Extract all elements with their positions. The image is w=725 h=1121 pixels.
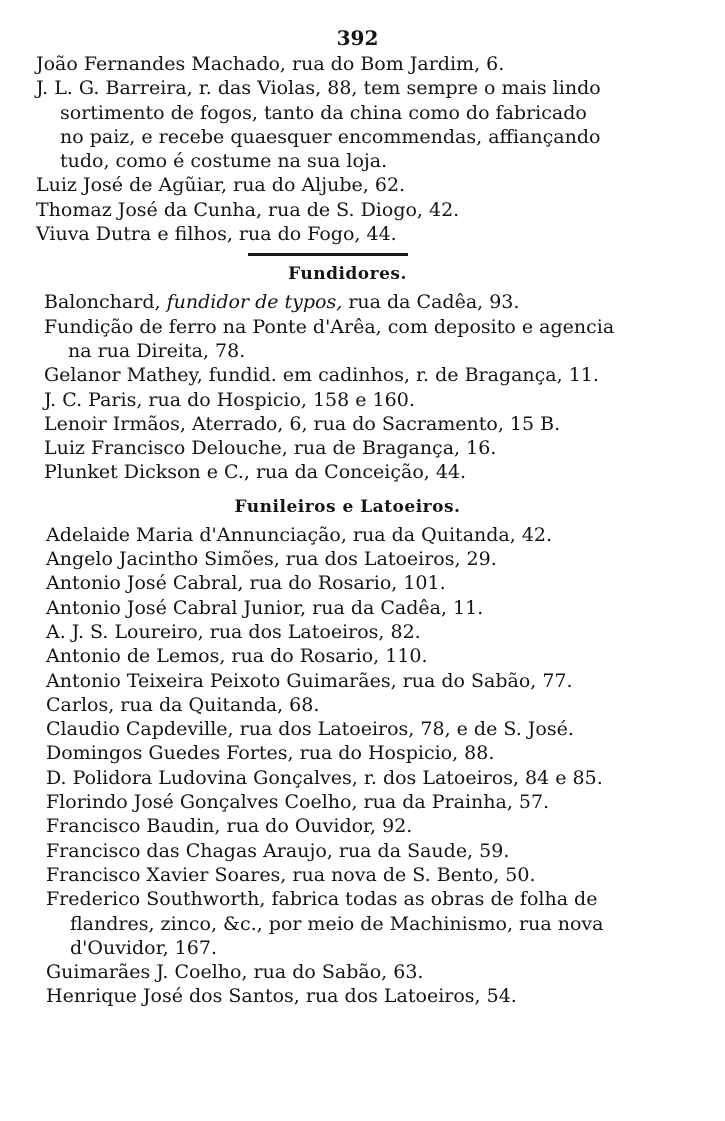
entry-text: Thomaz José da Cunha, rua de S. Diogo, 42. xyxy=(36,198,460,221)
list-item xyxy=(36,198,659,222)
entry-text: Francisco Baudin, rua do Ouvidor, 92. xyxy=(46,815,413,838)
entry-address: rua da Cadêa, 93. xyxy=(348,291,520,314)
list-item xyxy=(44,315,659,364)
entry-text: Antonio de Lemos, rua do Rosario, 110. xyxy=(46,645,428,668)
entry-text: Viuva Dutra e filhos, rua do Fogo, 44. xyxy=(36,223,397,246)
entry-text: Lenoir Irmãos, Aterrado, 6, rua do Sacramento, 15 B. xyxy=(44,412,561,435)
entry-continuation: flandres, zinco, &c., por meio de Machinismo, rua nova xyxy=(70,912,604,935)
entry-trade: fundidor de typos, xyxy=(166,291,343,314)
list-item xyxy=(44,363,659,387)
entry-text: Fundição de ferro na Ponte d'Arêa, com deposito e agencia xyxy=(44,315,615,338)
entry-name: Balonchard, xyxy=(44,291,161,314)
list-item xyxy=(44,412,659,436)
entry-text: Florindo José Gonçalves Coelho, rua da Prainha, 57. xyxy=(46,791,550,814)
entry-text: Claudio Capdeville, rua dos Latoeiros, 78, e de S. José. xyxy=(46,718,574,741)
entry-text: João Fernandes Machado, rua do Bom Jardim, 6. xyxy=(36,53,505,75)
list-item xyxy=(46,766,659,790)
entry-text: Francisco das Chagas Araujo, rua da Saude, 59. xyxy=(46,839,510,862)
list-item xyxy=(44,388,659,412)
entry-text: Antonio Teixeira Peixoto Guimarães, rua do Sabão, 77. xyxy=(46,669,573,692)
section-fogos xyxy=(36,52,659,246)
list-item xyxy=(46,790,659,814)
entry-text: A. J. S. Loureiro, rua dos Latoeiros, 82. xyxy=(46,620,421,643)
entry-text: Adelaide Maria d'Annunciação, rua da Quitanda, 42. xyxy=(46,523,553,546)
entry-text: Angelo Jacintho Simões, rua dos Latoeiros, 29. xyxy=(46,548,497,571)
list-item xyxy=(46,960,659,984)
page-number: 392 xyxy=(336,26,379,50)
list-item xyxy=(46,863,659,887)
list-item xyxy=(44,290,659,314)
list-item xyxy=(46,984,659,1008)
list-item xyxy=(36,76,659,173)
section-fundidores xyxy=(36,262,659,484)
list-item xyxy=(46,839,659,863)
entry-text: Guimarães J. Coelho, rua do Sabão, 63. xyxy=(46,961,424,984)
list-item xyxy=(36,173,659,197)
list-item xyxy=(46,644,659,668)
list-item xyxy=(46,523,659,547)
entry-text: Antonio José Cabral Junior, rua da Cadêa, 11. xyxy=(46,596,484,619)
list-item xyxy=(36,52,659,76)
list-item xyxy=(46,693,659,717)
entry-text: D. Polidora Ludovina Gonçalves, r. dos Latoeiros, 84 e 85. xyxy=(46,766,603,789)
list-item xyxy=(46,547,659,571)
list-item xyxy=(44,460,659,484)
entry-text: Francisco Xavier Soares, rua nova de S. Bento, 50. xyxy=(46,863,536,886)
section-heading: Fundidores. xyxy=(288,264,407,285)
list-item xyxy=(46,669,659,693)
entry-text: Luiz José de Agũiar, rua do Aljube, 62. xyxy=(36,174,406,197)
entry-text: J. C. Paris, rua do Hospicio, 158 e 160. xyxy=(44,388,415,411)
list-item xyxy=(46,596,659,620)
list-item xyxy=(46,887,659,960)
entry-continuation: tudo, como é costume na sua loja. xyxy=(60,150,388,173)
entry-text: Frederico Southworth, fabrica todas as obras de folha de xyxy=(46,888,598,911)
list-item xyxy=(46,571,659,595)
section-divider xyxy=(248,253,408,256)
list-item xyxy=(46,620,659,644)
entry-text: Antonio José Cabral, rua do Rosario, 101. xyxy=(46,572,446,595)
section-heading: Funileiros e Latoeiros. xyxy=(234,496,461,517)
entry-text: Carlos, rua da Quitanda, 68. xyxy=(46,693,320,716)
entry-continuation: no paiz, e recebe quaesquer encommendas, affiançando xyxy=(60,125,601,148)
list-item xyxy=(46,741,659,765)
entry-text: Domingos Guedes Fortes, rua do Hospicio, 88. xyxy=(46,742,495,765)
entry-continuation: na rua Direita, 78. xyxy=(68,339,246,362)
section-funileiros xyxy=(36,495,659,1009)
list-item xyxy=(44,436,659,460)
entry-text: Gelanor Mathey, fundid. em cadinhos, r. de Bragança, 11. xyxy=(44,364,599,387)
list-item xyxy=(36,222,659,246)
entry-text: Luiz Francisco Delouche, rua de Bragança, 16. xyxy=(44,437,497,460)
entry-continuation: d'Ouvidor, 167. xyxy=(70,936,217,959)
entry-text: Henrique José dos Santos, rua dos Latoeiros, 54. xyxy=(46,985,517,1008)
list-item xyxy=(46,814,659,838)
list-item xyxy=(46,717,659,741)
entry-text: Plunket Dickson e C., rua da Conceição, 44. xyxy=(44,461,467,484)
entry-continuation: sortimento de fogos, tanto da china como do fabricado xyxy=(60,101,587,124)
entry-text: J. L. G. Barreira, r. das Violas, 88, tem sempre o mais lindo xyxy=(36,77,601,100)
